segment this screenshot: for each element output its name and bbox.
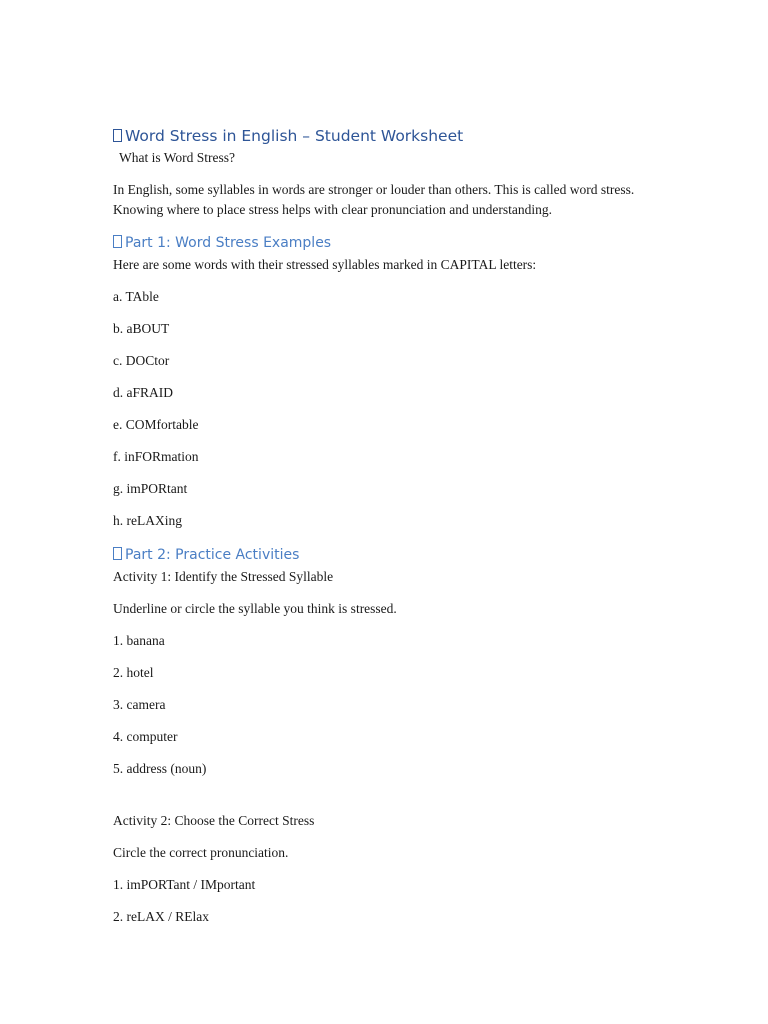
part2-heading-text: Part 2: Practice Activities: [125, 547, 300, 563]
page-title-text: Word Stress in English – Student Worksheet: [125, 127, 464, 145]
list-item: c. DOCtor: [113, 353, 170, 368]
activity1-title: Activity 1: Identify the Stressed Syllable: [113, 569, 334, 584]
part2-heading: [113, 545, 299, 565]
list-item: 5. address (noun): [113, 761, 207, 776]
list-item: f. inFORmation: [113, 449, 199, 464]
list-item: 1. imPORTant / IMportant: [113, 877, 256, 892]
list-item: b. aBOUT: [113, 321, 170, 336]
activity2-instruction: Circle the correct pronunciation.: [113, 845, 289, 860]
list-item: e. COMfortable: [113, 417, 199, 432]
part1-lead: Here are some words with their stressed syllables marked in CAPITAL letters:: [113, 257, 537, 272]
list-item: g. imPORtant: [113, 481, 188, 496]
part1-heading: [113, 233, 331, 253]
list-item: 1. banana: [113, 633, 165, 648]
list-item: d. aFRAID: [113, 385, 173, 400]
intro-question: What is Word Stress?: [119, 150, 236, 165]
list-item: 2. hotel: [113, 665, 154, 680]
list-item: h. reLAXing: [113, 513, 182, 528]
missing-glyph-icon: [113, 129, 122, 142]
intro-paragraph: In English, some syllables in words are stronger or louder than others. This is called word stress. Knowing where to place stress helps with clear pronunciation and understanding.: [113, 182, 635, 217]
missing-glyph-icon: [113, 235, 122, 248]
part1-heading-text: Part 1: Word Stress Examples: [125, 235, 332, 251]
list-item: 2. reLAX / RElax: [113, 909, 209, 924]
list-item: 3. camera: [113, 697, 166, 712]
page-title: [113, 125, 463, 147]
missing-glyph-icon: [113, 547, 122, 560]
activity2-title: Activity 2: Choose the Correct Stress: [113, 813, 315, 828]
list-item: 4. computer: [113, 729, 178, 744]
activity1-instruction: Underline or circle the syllable you think is stressed.: [113, 601, 397, 616]
list-item: a. TAble: [113, 289, 159, 304]
